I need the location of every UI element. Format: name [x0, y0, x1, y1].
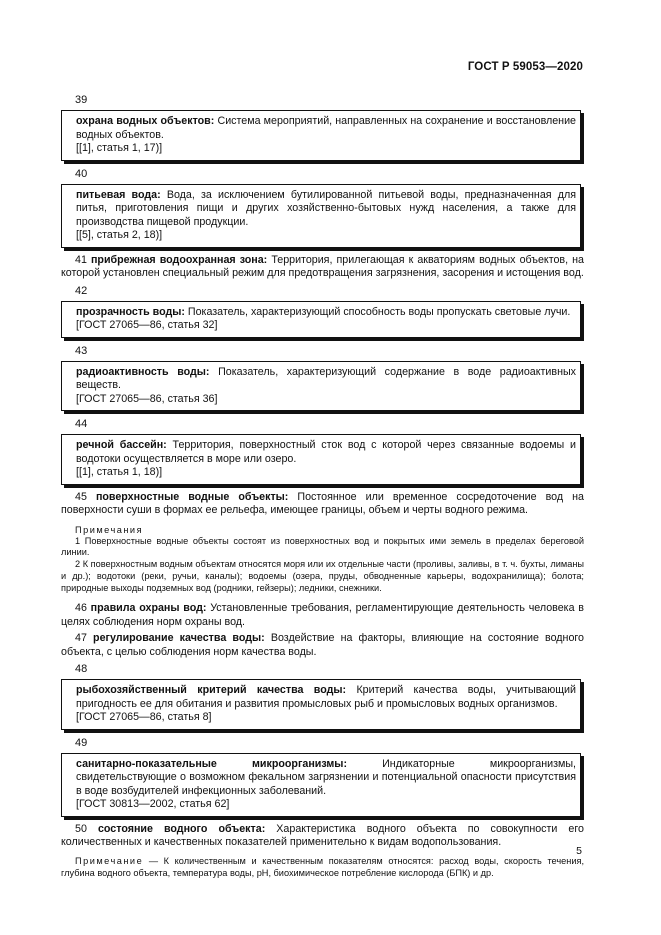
term-name: санитарно-показательные микроорганизмы:: [76, 757, 347, 770]
term-name: речной бассейн:: [76, 439, 167, 451]
term-box: [61, 679, 581, 730]
term-box: [61, 361, 581, 412]
term-box: [61, 110, 581, 161]
note-item: 2 К поверхностным водным объектам относятся моря или их отдельные части (проливы, заливы, в т. ч. бухты, лиманы и др.); водотоки (реки, ручьи, каналы); водоемы (озера, пруды, обводненные карьеры, водохранилища); болота; природные выходы подземных вод (родники, гейзеры); ледники, снежники.: [61, 559, 584, 593]
definition-text: Характеристика водного объекта по совокупности его количественных и качественных показателей применительно к видам водопользования.: [61, 822, 584, 849]
term-name: рыбохозяйственный критерий качества воды:: [76, 684, 347, 697]
term-name: питьевая вода:: [76, 188, 161, 201]
term-name: поверхностные водные объекты:: [95, 490, 289, 503]
term-name: регулирование качества воды:: [93, 632, 265, 645]
definition-text: Система мероприятий, направленных на сохранение и восстановление водных объектов.: [76, 115, 576, 141]
term-definition: [76, 306, 576, 320]
note-text: — К количественным и качественным показателям относятся: расход воды, скорость течения, глубина водного объекта, температура воды, pH, биохимическое потребление кислорода (БПК) и др.: [61, 855, 584, 878]
definition-text: Воздействие на факторы, влияющие на состояние водного объекта, с целью соблюдения норм качества воды.: [61, 632, 584, 658]
term-number: 39: [75, 94, 88, 106]
term-definition: [76, 439, 576, 466]
notes-heading: Примечания: [75, 524, 144, 535]
term-number: 45: [75, 490, 87, 503]
term-number: 40: [75, 167, 88, 180]
term-number: 49: [75, 736, 88, 749]
term-box: [61, 753, 581, 817]
definition-text: Установленные требования, регламентирующие деятельность человека в целях соблюдения норм охраны вод.: [61, 602, 584, 628]
definition-text: Индикаторные микроорганизмы, свидетельствующие о возможном фекальном загрязнении и потенциальной опасности присутствия в воде возбудителей инфекционных заболеваний.: [76, 757, 576, 797]
term-name: охрана водных объектов:: [76, 115, 215, 127]
note-item: [61, 856, 584, 880]
term-number: 44: [75, 418, 88, 430]
term-name: состояние водного объекта:: [97, 822, 266, 835]
term-definition: [76, 684, 576, 711]
term-entry: [61, 491, 584, 518]
definition-text: Территория, прилегающая к акваториям водных объектов, на которой установлен специальный режим для предотвращения загрязнения, засорения и истощения вод.: [61, 253, 584, 279]
definition-text: Территория, поверхностный сток вод с которой через связанные водоемы и водотоки осуществляется в море или озеро.: [76, 439, 576, 465]
definition-text: Показатель, характеризующий способность воды пропускать световые лучи.: [184, 305, 571, 318]
term-entry: [61, 632, 584, 659]
term-name: правила охраны вод:: [90, 602, 207, 615]
term-name: радиоактивность воды:: [76, 365, 210, 378]
definition-text: Вода, за исключением бутилированной питьевой воды, предназначенная для питья, приготовления пищи и других хозяйственно-бытовых нужд населения, а также для производства пищевой продукции.: [76, 188, 576, 228]
term-number: 42: [75, 284, 88, 297]
term-definition: [76, 115, 576, 142]
term-entry: [61, 823, 584, 850]
term-source: [ГОСТ 27065—86, статья 36]: [76, 392, 218, 405]
notes-block: [61, 524, 584, 595]
term-box: [61, 184, 581, 248]
term-entry: [61, 602, 584, 629]
definition-text: Критерий качества воды, учитывающий пригодность ее для обитания и развития промысловых рыб и промысловых водных организмов.: [76, 684, 576, 710]
term-definition: [76, 758, 576, 799]
term-name: прозрачность воды:: [76, 305, 185, 318]
term-box: [61, 434, 581, 485]
standard-code: ГОСТ Р 59053—2020: [467, 61, 583, 73]
note-item: 1 Поверхностные водные объекты состоят из поверхностных вод и покрытых ими земель в пределах береговой линии.: [61, 535, 584, 558]
term-box: [61, 301, 581, 338]
note-heading: Примечание: [75, 855, 144, 866]
term-number: 46: [75, 602, 87, 615]
term-definition: [76, 189, 576, 230]
term-name: прибрежная водоохранная зона:: [90, 253, 268, 266]
term-source: [[1], статья 1, 17)]: [76, 142, 163, 154]
definition-text: Показатель, характеризующий содержание в воде радиоактивных веществ.: [76, 365, 576, 391]
page-number: 5: [576, 845, 582, 857]
term-source: [[1], статья 1, 18)]: [76, 466, 163, 478]
term-source: [[5], статья 2, 18)]: [76, 229, 163, 241]
term-definition: [76, 366, 576, 393]
term-number: 41: [75, 253, 87, 266]
term-number: 47: [75, 632, 87, 645]
term-entry: [61, 254, 584, 281]
term-source: [ГОСТ 27065—86, статья 8]: [76, 711, 212, 724]
term-number: 48: [75, 663, 88, 676]
term-number: 43: [75, 344, 88, 357]
term-source: [ГОСТ 27065—86, статья 32]: [76, 319, 218, 331]
terms-list: [61, 91, 584, 888]
definition-text: Постоянное или временное сосредоточение вод на поверхности суши в формах ее рельефа, имеющее границы, объем и черты водного режима.: [61, 490, 584, 516]
term-source: [ГОСТ 30813—2002, статья 62]: [76, 798, 230, 811]
term-number: 50: [75, 822, 87, 835]
note-block: [61, 856, 584, 880]
